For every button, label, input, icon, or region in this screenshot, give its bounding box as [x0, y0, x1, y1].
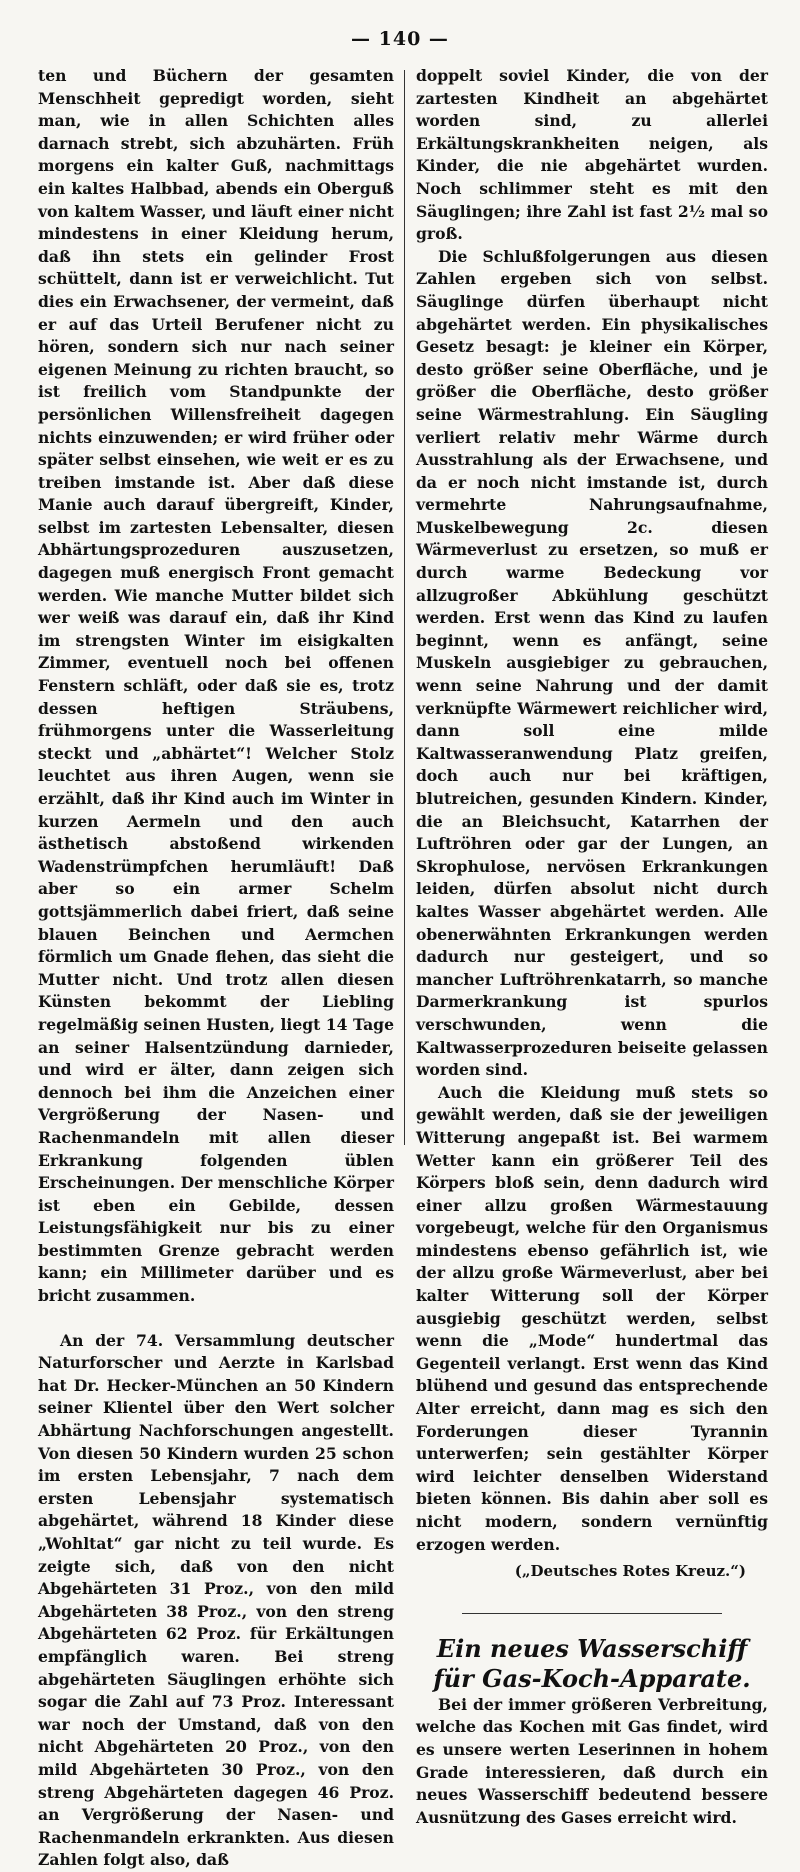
source-signature: („Deutsches Rotes Kreuz.“)	[514, 1562, 746, 1581]
left-column	[38, 65, 394, 1872]
paragraph: An der 74. Versammlung deutscher Naturforscher und Aerzte in Karlsbad hat Dr. Hecker-München an 50 Kindern seiner Klientel über den Wert solcher Abhärtung Nachforschungen angestellt. Von diesen 50 Kindern wurden 25 schon im ersten Lebensjahr, 7 nach dem ersten Lebensjahr systematisch abgehärtet, während 18 Kinder diese „Wohltat“ gar nicht zu teil wurde. Es zeigte sich, daß von den nicht Abgehärteten 31 Proz., von den mild Abgehärteten 38 Proz., von den streng Abgehärteten 62 Proz. für Erkältungen empfänglich waren. Bei streng abgehärteten Säuglingen erhöhte sich sogar die Zahl auf 73 Proz. Interessant war noch der Umstand, daß von den nicht Abgehärteten 20 Proz., von den mild Abgehärteten 30 Proz., von den streng Abgehärteten dagegen 46 Proz. an Vergrößerung der Nasen- und Rachenmandeln erkrankten. Aus diesen Zahlen folgt also, daß	[38, 1330, 394, 1870]
article-headline: Ein neues Wasserschiff für Gas-Koch-Apparate.	[433, 1633, 751, 1693]
paragraph: Bei der immer größeren Verbreitung, welche das Kochen mit Gas findet, wird es unsere werten Leserinnen in hohem Grade interessieren, daß durch ein neues Wasserschiff bedeutend bessere Ausnützung des Gases erreicht wird.	[416, 1694, 768, 1827]
page-number: — 140 —	[351, 28, 449, 50]
paragraph: Die Schlußfolgerungen aus diesen Zahlen ergeben sich von selbst. Säuglinge dürfen überhaupt nicht abgehärtet werden. Ein physikalisches Gesetz besagt: je kleiner ein Körper, desto größer seine Oberfläche, und je größer die Oberfläche, desto größer seine Wärmestrahlung. Ein Säugling verliert relativ mehr Wärme durch Ausstrahlung als der Erwachsene, und da er noch nicht imstande ist, durch vermehrte Nahrungsaufnahme, Muskelbewegung 2c. diesen Wärmeverlust zu ersetzen, so muß er durch warme Bedeckung vor allzugroßer Abkühlung geschützt werden. Erst wenn das Kind zu laufen beginnt, wenn es anfängt, seine Muskeln ausgiebiger zu gebrauchen, wenn seine Nahrung und der damit verknüpfte Wärmewert reichlicher wird, dann soll eine milde Kaltwasseranwendung Platz greifen, doch auch nur bei kräftigen, blutreichen, gesunden Kindern. Kinder, die an Bleichsucht, Katarrhen der Luftröhren oder gar der Lungen, an Skrophulose, nervösen Erkrankungen leiden, dürfen absolut nicht durch kaltes Wasser abgehärtet werden. Alle obenerwähnten Erkrankungen werden dadurch nur gesteigert, und so mancher Luftröhrenkatarrh, so manche Darmerkrankung ist spurlos verschwunden, wenn die Kaltwasserprozeduren beiseite gelassen worden sind.	[416, 246, 768, 1080]
section-rule	[462, 1613, 722, 1614]
right-column	[416, 65, 768, 1829]
paragraph: Auch die Kleidung muß stets so gewählt werden, daß sie der jeweiligen Witterung angepaßt ist. Bei warmem Wetter kann ein größerer Teil des Körpers bloß sein, denn dadurch wird einer allzu großen Wärmestauung vorgebeugt, welche für den Organismus mindestens ebenso gefährlich ist, wie der allzu große Wärmeverlust, aber bei kalter Witterung soll der Körper ausgiebig geschützt werden, selbst wenn die „Mode“ hundertmal das Gegenteil verlangt. Erst wenn das Kind blühend und gesund das entsprechende Alter erreicht, dann mag es sich den Forderungen dieser Tyrannin unterwerfen; sein gestählter Körper wird leichter denselben Widerstand bieten können. Bis dahin aber soll es nicht modern, sondern vernünftig erzogen werden.	[416, 1082, 768, 1554]
column-divider	[404, 70, 405, 1145]
paragraph: doppelt soviel Kinder, die von der zartesten Kindheit an abgehärtet worden sind, zu allerlei Erkältungskrankheiten neigen, als Kinder, die nie abgehärtet wurden. Noch schlimmer steht es mit den Säuglingen; ihre Zahl ist fast 2½ mal so groß.	[416, 66, 768, 244]
paragraph: ten und Büchern der gesamten Menschheit gepredigt worden, sieht man, wie in allen Schichten alles darnach strebt, sich abzuhärten. Früh morgens ein kalter Guß, nachmittags ein kaltes Halbbad, abends ein Oberguß von kaltem Wasser, und läuft einer nicht mindestens in einer Kleidung herum, daß ihn stets ein gelinder Frost schüttelt, dann ist er verweichlicht. Tut dies ein Erwachsener, der vermeint, daß er auf das Urteil Berufener nicht zu hören, sondern sich nur nach seiner eigenen Meinung zu richten braucht, so ist freilich vom Standpunkte der persönlichen Willensfreiheit dagegen nichts einzuwenden; er wird früher oder später selbst einsehen, wie weit er es zu treiben imstande ist. Aber daß diese Manie auch darauf übergreift, Kinder, selbst im zartesten Lebensalter, diesen Abhärtungsprozeduren auszusetzen, dagegen muß energisch Front gemacht werden. Wie manche Mutter bildet sich wer weiß was darauf ein, daß ihr Kind im strengsten Winter im eisigkalten Zimmer, eventuell noch bei offenen Fenstern schläft, oder daß sie es, trotz dessen heftigen Sträubens, frühmorgens unter die Wasserleitung steckt und „abhärtet“! Welcher Stolz leuchtet aus ihren Augen, wenn sie erzählt, daß ihr Kind auch im Winter in kurzen Aermeln und den auch ästhetisch abstoßend wirkenden Wadenstrümpfchen herumläuft! Daß aber so ein armer Schelm gottsjämmerlich dabei friert, daß seine blauen Beinchen und Aermchen förmlich um Gnade flehen, das sieht die Mutter nicht. Und trotz allen diesen Künsten bekommt der Liebling regelmäßig seinen Husten, liegt 14 Tage an seiner Halsentzündung darnieder, und wird er älter, dann zeigen sich dennoch bei ihm die Anzeichen einer Vergrößerung der Nasen- und Rachenmandeln mit allen dieser Erkrankung folgenden üblen Erscheinungen. Der menschliche Körper ist eben ein Gebilde, dessen Leistungsfähigkeit nur bis zu einer bestimmten Grenze gebracht werden kann; ein Millimeter darüber und es bricht zusammen.	[38, 66, 394, 1306]
